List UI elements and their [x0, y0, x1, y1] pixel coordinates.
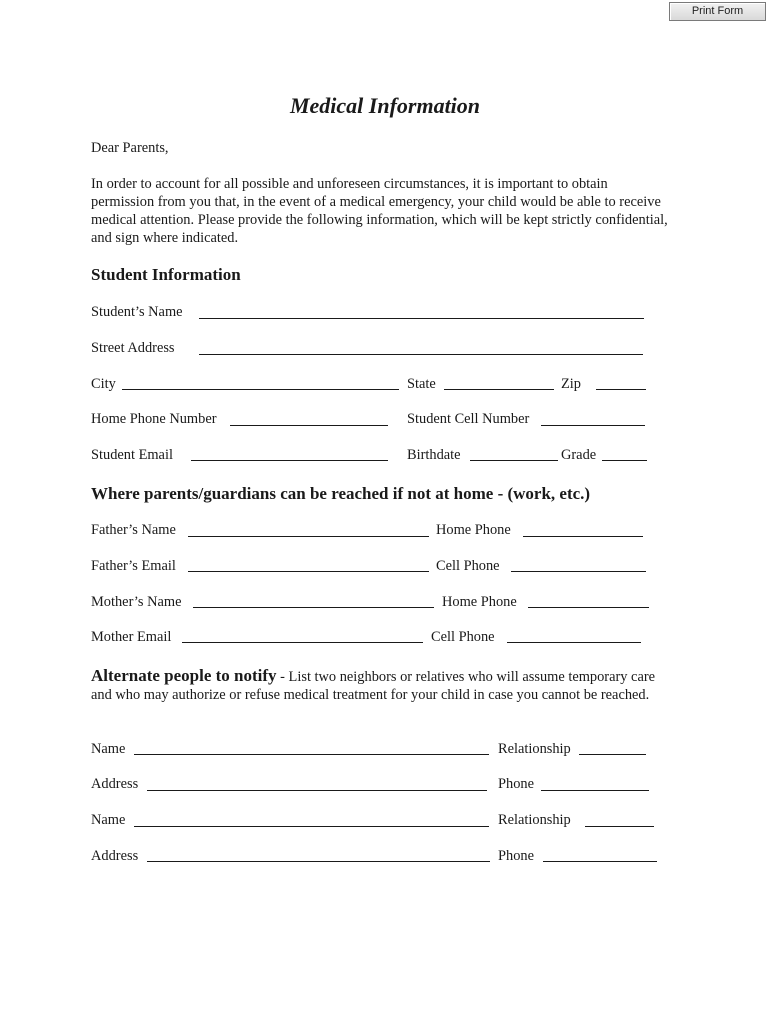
greeting: Dear Parents,: [91, 140, 169, 156]
grade-label: Grade: [561, 447, 597, 463]
home-phone-field[interactable]: [230, 425, 388, 426]
parents-section-heading: Where parents/guardians can be reached if not at home - (work, etc.): [91, 484, 591, 503]
alternate-description: - List two neighbors or relatives who will assume temporary care and who may authorize or refuse medical treatment for your child in case you cannot be reached.: [91, 669, 656, 703]
student-email-label: Student Email: [91, 447, 173, 463]
alt2-phone-label: Phone: [498, 848, 534, 864]
alt2-address-label: Address: [91, 848, 139, 864]
alt1-name-field[interactable]: [134, 754, 489, 755]
alt2-name-label: Name: [91, 812, 126, 828]
intro-paragraph: In order to account for all possible and unforeseen circumstances, it is important to obtain permission from you that, in the event of a medical emergency, your child would be able to receive medical attention. Please provide the following information, which will be kept strictly confidential, and sign where indicated.: [91, 176, 668, 246]
alt1-address-label: Address: [91, 776, 139, 792]
student-section-heading: Student Information: [91, 265, 241, 284]
grade-field[interactable]: [602, 460, 647, 461]
mother-name-label: Mother’s Name: [91, 594, 182, 610]
mother-cell-label: Cell Phone: [431, 629, 495, 645]
birthdate-label: Birthdate: [407, 447, 461, 463]
mother-name-field[interactable]: [193, 607, 434, 608]
father-name-label: Father’s Name: [91, 522, 176, 538]
father-email-label: Father’s Email: [91, 558, 176, 574]
father-cell-field[interactable]: [511, 571, 646, 572]
alternate-section: [91, 667, 671, 704]
father-home-phone-field[interactable]: [523, 536, 643, 537]
zip-label: Zip: [561, 376, 581, 392]
student-cell-label: Student Cell Number: [407, 411, 530, 427]
father-email-field[interactable]: [188, 571, 429, 572]
student-name-label: Student’s Name: [91, 304, 183, 320]
alt1-phone-label: Phone: [498, 776, 534, 792]
home-phone-label: Home Phone Number: [91, 411, 217, 427]
state-field[interactable]: [444, 389, 554, 390]
street-address-label: Street Address: [91, 340, 175, 356]
father-cell-label: Cell Phone: [436, 558, 500, 574]
student-email-field[interactable]: [191, 460, 388, 461]
street-address-field[interactable]: [199, 354, 643, 355]
alternate-section-heading: Alternate people to notify: [91, 666, 277, 685]
alt1-relationship-field[interactable]: [579, 754, 646, 755]
city-label: City: [91, 376, 116, 392]
mother-home-phone-label: Home Phone: [442, 594, 517, 610]
page-title: Medical Information: [289, 93, 481, 118]
mother-email-field[interactable]: [182, 642, 423, 643]
city-field[interactable]: [122, 389, 399, 390]
father-name-field[interactable]: [188, 536, 429, 537]
birthdate-field[interactable]: [470, 460, 558, 461]
mother-cell-field[interactable]: [507, 642, 641, 643]
alt2-name-field[interactable]: [134, 826, 489, 827]
state-label: State: [407, 376, 436, 392]
alt2-phone-field[interactable]: [543, 861, 657, 862]
alt1-relationship-label: Relationship: [498, 741, 571, 757]
zip-field[interactable]: [596, 389, 646, 390]
alt1-address-field[interactable]: [147, 790, 487, 791]
mother-home-phone-field[interactable]: [528, 607, 649, 608]
alt2-address-field[interactable]: [147, 861, 490, 862]
mother-email-label: Mother Email: [91, 629, 172, 645]
alt2-relationship-field[interactable]: [585, 826, 654, 827]
alt1-phone-field[interactable]: [541, 790, 649, 791]
alt2-relationship-label: Relationship: [498, 812, 571, 828]
alt1-name-label: Name: [91, 741, 126, 757]
student-name-field[interactable]: [199, 318, 644, 319]
print-form-button[interactable]: Print Form: [669, 2, 766, 21]
father-home-phone-label: Home Phone: [436, 522, 511, 538]
student-cell-field[interactable]: [541, 425, 645, 426]
